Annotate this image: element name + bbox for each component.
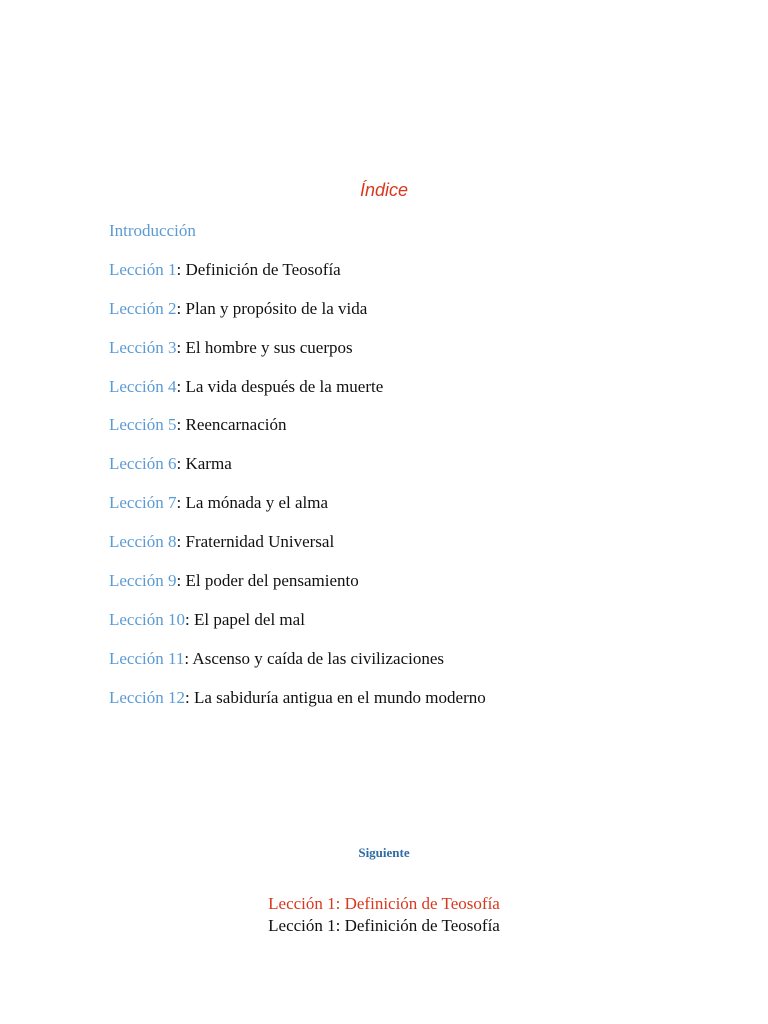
- toc-text: El hombre y sus cuerpos: [185, 337, 353, 357]
- toc-link[interactable]: Lección 7: [109, 493, 177, 513]
- toc-item-intro: [109, 219, 486, 258]
- next-label[interactable]: Siguiente: [358, 845, 410, 860]
- toc-item: [109, 336, 486, 375]
- toc-text: La mónada y el alma: [185, 493, 329, 513]
- next-lesson: [0, 893, 768, 915]
- toc-text: La vida después de la muerte: [185, 376, 384, 396]
- toc-text: El papel del mal: [193, 609, 305, 629]
- toc-link[interactable]: Lección 11: [109, 648, 185, 668]
- toc-link-intro[interactable]: Introducción: [109, 221, 196, 240]
- toc-item: [109, 608, 486, 647]
- toc-item: [109, 258, 486, 297]
- toc-text: Fraternidad Universal: [185, 532, 335, 552]
- table-of-contents: [109, 219, 486, 725]
- toc-link[interactable]: Lección 4: [109, 376, 177, 396]
- toc-link[interactable]: Lección 2: [109, 298, 177, 318]
- toc-separator: :: [184, 648, 193, 668]
- toc-text: Plan y propósito de la vida: [185, 298, 368, 318]
- toc-link[interactable]: Lección 3: [109, 337, 177, 357]
- toc-item: [109, 375, 486, 414]
- toc-item: [109, 647, 486, 686]
- toc-link[interactable]: Lección 5: [109, 415, 177, 435]
- toc-link[interactable]: Lección 1: [109, 259, 177, 279]
- toc-separator: :: [176, 415, 186, 435]
- toc-text: El poder del pensamiento: [185, 571, 359, 591]
- toc-separator: :: [176, 259, 186, 279]
- next-lesson-link[interactable]: Lección 1: Definición de Teosofía: [268, 894, 500, 913]
- toc-separator: :: [176, 298, 186, 318]
- toc-link[interactable]: Lección 10: [109, 609, 185, 629]
- toc-item: [109, 491, 486, 530]
- toc-item: [109, 452, 486, 491]
- toc-item: [109, 413, 486, 452]
- toc-text: Definición de Teosofía: [185, 259, 341, 279]
- toc-link[interactable]: Lección 12: [109, 687, 185, 707]
- toc-separator: :: [176, 376, 186, 396]
- toc-text: Karma: [185, 454, 232, 474]
- toc-separator: :: [185, 609, 194, 629]
- toc-item: [109, 569, 486, 608]
- toc-link[interactable]: Lección 8: [109, 532, 177, 552]
- toc-separator: :: [176, 337, 186, 357]
- toc-item: [109, 686, 486, 725]
- toc-separator: :: [176, 571, 186, 591]
- toc-item: [109, 297, 486, 336]
- toc-text: Ascenso y caída de las civilizaciones: [192, 648, 445, 668]
- toc-separator: :: [176, 454, 186, 474]
- toc-text: La sabiduría antigua en el mundo moderno: [193, 687, 486, 707]
- toc-link[interactable]: Lección 9: [109, 571, 177, 591]
- toc-item: [109, 530, 486, 569]
- toc-text: Reencarnación: [185, 415, 287, 435]
- toc-separator: :: [176, 532, 186, 552]
- toc-separator: :: [176, 493, 186, 513]
- toc-separator: :: [185, 687, 194, 707]
- next-lesson-caption: Lección 1: Definición de Teosofía: [268, 916, 500, 935]
- toc-link[interactable]: Lección 6: [109, 454, 177, 474]
- page-title: Índice: [359, 180, 409, 200]
